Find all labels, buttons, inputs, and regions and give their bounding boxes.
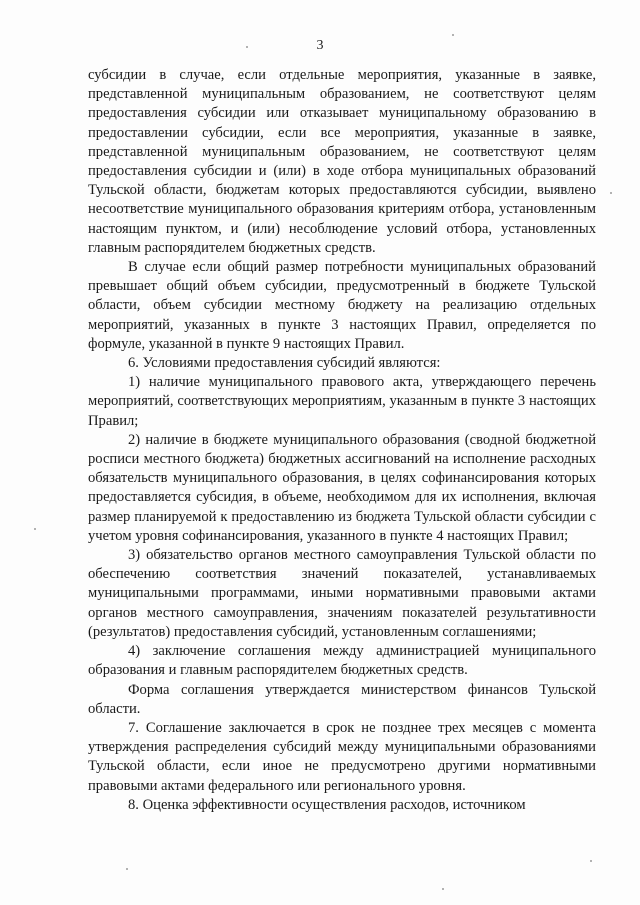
scan-speck bbox=[34, 528, 36, 530]
paragraph-item-7: 7. Соглашение заключается в срок не позднее трех месяцев с момента утверждения распределения субсидий между муниципальными образованиями Тульской области, если иное не предусмотрено другими нормативными правовыми актами федерального или регионального уровня. bbox=[88, 719, 596, 794]
scan-speck bbox=[452, 34, 454, 36]
paragraph-condition-4: 4) заключение соглашения между администрацией муниципального образования и главным распорядителем бюджетных средств. bbox=[88, 643, 596, 679]
page-number: 3 bbox=[316, 38, 324, 53]
paragraph-agreement-form: Форма соглашения утверждается министерством финансов Тульской области. bbox=[88, 681, 596, 717]
paragraph-continuation: субсидии в случае, если отдельные мероприятия, указанные в заявке, представленной муниципальным образованием, не соответствуют целям предоставления субсидии или отказывает муниципальному образованию в предоставлении субсидии, если все мероприятия, указанные в заявке, представленной муниципальным образованием, не соответствуют целям предоставления субсидии и (или) в ходе отбора муниципальных образований Тульской области, бюджетам которых предоставляются субсидии, выявлено несоответствие муниципального образования критериям отбора, установленным настоящим пунктом, и (или) несоблюдение условий отбора, установленных главным распорядителем бюджетных средств. bbox=[88, 67, 596, 256]
paragraph-condition-3: 3) обязательство органов местного самоуправления Тульской области по обеспечению соответствия значений показателей, устанавливаемых муниципальными программами, иными нормативными правовыми актами органов местного самоуправления, значениям показателей результативности (результатов) предоставления субсидий, установленным соглашениями; bbox=[88, 547, 596, 640]
scan-speck bbox=[442, 888, 444, 890]
scan-speck bbox=[126, 868, 128, 870]
paragraph-item-6-heading: 6. Условиями предоставления субсидий являются: bbox=[128, 355, 441, 372]
scan-speck bbox=[246, 46, 248, 48]
paragraph-condition-2: 2) наличие в бюджете муниципального образования (сводной бюджетной росписи местного бюджета) бюджетных ассигнований на исполнение расходных обязательств муниципального образования, в целях софинансирования которых предоставляется субсидия, в объеме, необходимом для их исполнения, включая размер планируемой к предоставлению из бюджета Тульской области субсидии с учетом уровня софинансирования, указанного в пункте 4 настоящих Правил; bbox=[88, 431, 596, 544]
scan-speck bbox=[610, 192, 612, 194]
paragraph-subsidy-volume: В случае если общий размер потребности муниципальных образований превышает общий объем субсидии, предусмотренный в бюджете Тульской области, объем субсидии местному бюджету на реализацию отдельных мероприятий, указанных в пункте 3 настоящих Правил, определяется по формуле, указанной в пункте 9 настоящих Правил. bbox=[88, 259, 596, 352]
paragraph-condition-1: 1) наличие муниципального правового акта, утверждающего перечень мероприятий, соответствующих мероприятиям, указанным в пункте 3 настоящих Правил; bbox=[88, 374, 596, 429]
scan-speck bbox=[590, 860, 592, 862]
document-body bbox=[88, 66, 596, 815]
paragraph-item-8: 8. Оценка эффективности осуществления расходов, источником bbox=[128, 796, 526, 813]
